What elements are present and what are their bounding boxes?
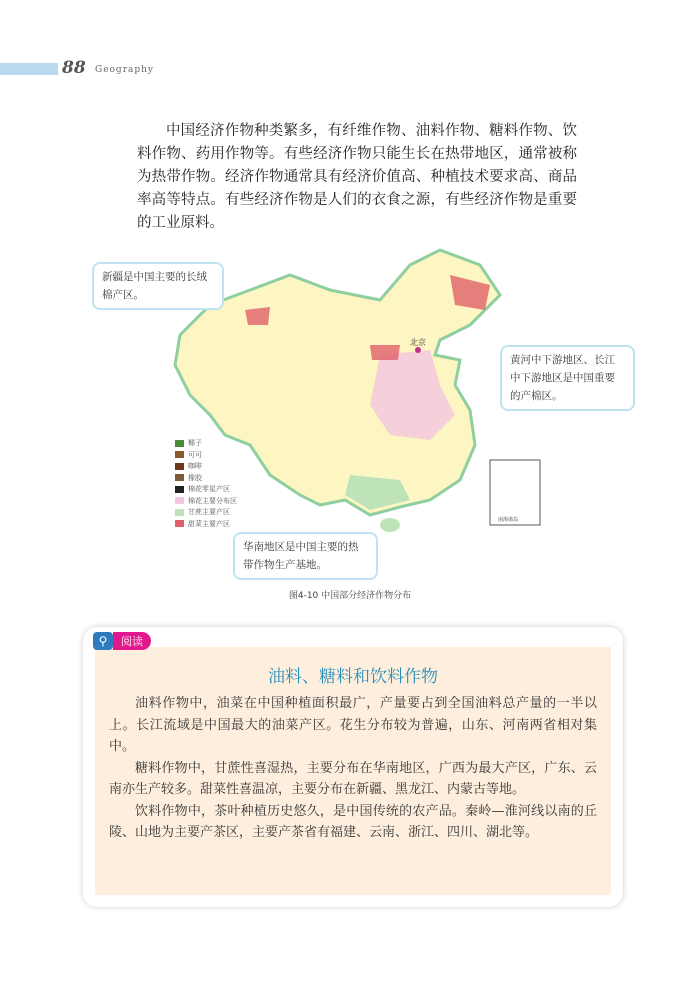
reading-paragraph: 饮料作物中，茶叶种植历史悠久，是中国传统的农产品。秦岭—淮河线以南的丘陵、山地为主要产茶区，主要产茶省有福建、云南、浙江、四川、湖北等。 [109,803,597,840]
coffee-icon [175,463,184,470]
legend-item: 可可 [175,450,237,462]
reading-badge: ⚲ 阅读 [93,630,151,650]
legend-item: 甘蔗主要产区 [175,507,237,519]
legend-item: 橡胶 [175,473,237,485]
hainan-island [380,518,400,532]
legend-item: 棉花主要分布区 [175,496,237,508]
rubber-icon [175,474,184,481]
cotton-scattered-icon [175,486,184,493]
magnifier-book-icon: ⚲ [93,632,113,650]
coconut-icon [175,440,184,447]
subject-label: Geography [95,65,155,75]
sugar-beet-area-nw [245,307,270,325]
header-bar [0,63,58,75]
reading-body [109,693,597,844]
map-legend [175,438,237,530]
legend-item: 咖啡 [175,461,237,473]
reading-box [83,627,623,907]
legend-item: 椰子 [175,438,237,450]
cocoa-icon [175,451,184,458]
sugar-beet-area-n [370,345,400,360]
cotton-main-swatch [175,497,184,504]
capital-label: 北京 [410,338,426,347]
reading-title: 油料、糖料和饮料作物 [268,667,438,687]
sugar-beet-swatch [175,520,184,527]
intro-paragraph: 中国经济作物种类繁多，有纤维作物、油料作物、糖料作物、饮料作物、药用作物等。有些经济作物只能生长在热带地区，通常被称为热带作物。经济作物通常具有经济价值高、种植技术要求高、商品率高等特点。有些经济作物是人们的衣食之源，有些经济作物是重要的工业原料。 [137,123,577,231]
beijing-marker [415,347,421,353]
callout-south-china: 华南地区是中国主要的热带作物生产基地。 [233,532,378,580]
legend-item: 甜菜主要产区 [175,519,237,531]
legend-item: 棉花零星产区 [175,484,237,496]
south-china-sea-inset [490,460,540,525]
callout-yellow-yangtze: 黄河中下游地区、长江中下游地区是中国重要的产棉区。 [500,345,635,411]
page-number: 88 [62,58,86,78]
figure-caption: 图4-10 中国部分经济作物分布 [288,591,412,601]
callout-xinjiang: 新疆是中国主要的长绒棉产区。 [92,262,224,310]
sugarcane-swatch [175,509,184,516]
inset-label: 南海诸岛 [498,517,519,523]
reading-paragraph: 糖料作物中，甘蔗性喜湿热，主要分布在华南地区，广西为最大产区，广东、云南亦生产较多。甜菜性喜温凉，主要分布在新疆、黑龙江、内蒙古等地。 [109,760,597,797]
reading-paragraph: 油料作物中，油菜在中国种植面积最广，产量要占到全国油料总产量的一半以上。长江流域是中国最大的油菜产区。花生分布较为普遍，山东、河南两省相对集中。 [109,696,597,754]
